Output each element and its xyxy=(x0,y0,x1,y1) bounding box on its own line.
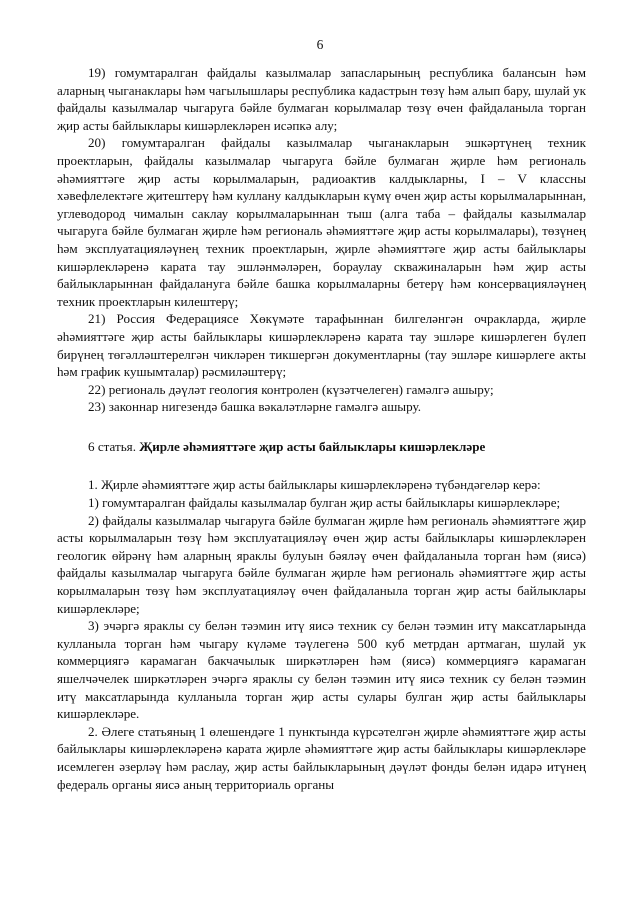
article-number: 6 статья. xyxy=(88,438,136,454)
document-body xyxy=(57,64,586,793)
article-part-1: 1. Җирле әһәмияттәге җир асты байлыклары кишәрлекләренә түбәндәгеләр керә: xyxy=(88,477,541,493)
list-item-23: 23) законнар нигезендә башка вәкаләтләрне гамәлгә ашыру. xyxy=(88,399,421,415)
list-item-20: 20) гомумтаралган файдалы казылмалар чыганакларын эшкәртүнең техник проектларын, файдалы казылмалар чыгаруга бәйле булмаган җирле һәм региональ әһәмияттәге җир асты корылмаларын, радиоактив калдыкларны, I – V классны хәвефлелектәге җитештерү һәм куллану калдыкларын күмү өчен җир асты корылмаларыннан, углеводород чималын саклау корылмаларыннан тыш (алга таба – файдалы казылмалар чыгаруга бәйле булмаган җирле һәм региональ әһәмияттәге җир асты корылмалары), төзүнең һәм эксплуатацияләүнең техник проектларын, җирле әһәмияттәге җир асты байлыклары кишәрлекләренә карата тау эшләнмәләрен, бораулау скважиналарын һәм җир асты байлыкларыннан файдалануга бәйле башка корылмаларны бетерү һәм консервацияләүнең техник проектларын килештерү; xyxy=(57,135,586,309)
list-item-19: 19) гомумтаралган файдалы казылмалар запасларының республика балансын һәм аларның чыганаклары һәм чагылышлары республика кадастрын төзү һәм алып бару, шулай ук файдалы казылмалар чыгаруга бәйле булмаган корылмалар төзү өчен файдаланыла торган җир асты байлыклары кишәрлекләрен исәпкә алу; xyxy=(57,65,586,133)
article-part-2: 2. Әлеге статьяның 1 өлешендәге 1 пунктында күрсәтелгән җирле әһәмияттәге җир асты байлыклары кишәрлекләренә карата җирле әһәмияттәге җир асты байлыклары кишәрлекләре исемлеген әзерләү һәм раслау, җир асты байлыкларының дәүләт фонды белән идарә итүнең федераль органы яисә аның территориаль органы xyxy=(57,723,586,792)
article-point-3: 3) эчәргә яраклы су белән тәэмин итү яисә техник су белән тәэмин итү максатларында кулланыла торган һәм чыгару күләме тәүлегенә 500 куб метрдан артмаган, шулай ук коммерциягә карамаган бакчачылык ширкәтләрен һәм (яисә) коммерциягә карамаган яшелчәчелек ширкәтләрен эчәргә яраклы су белән тәэмин итү яисә техник су белән тәэмин итү максатларында кулланыла торган җир асты сулары булган җир асты байлыклары кишәрлекләре. xyxy=(57,618,586,722)
article-heading xyxy=(57,438,586,456)
list-item-22: 22) региональ дәүләт геология контролен (күзәтчелеген) гамәлгә ашыру; xyxy=(88,381,494,397)
article-point-1: 1) гомумтаралган файдалы казылмалар булган җир асты байлыклары кишәрлекләре; xyxy=(88,495,561,511)
page-number: 6 xyxy=(316,37,324,52)
list-item-21: 21) Россия Федерациясе Хөкүмәте тарафыннан билгеләнгән очракларда, җирле әһәмияттәге җир асты байлыклары кишәрлекләренә карата тау эшләре кишәрлеген бүлеп бирүнең төгәлләштерелгән чикләрен тикшергән документларны (тау эшләре кишәрлеге акты һәм график кушымталар) рәсмиләштерү; xyxy=(57,311,586,380)
article-title: Җирле әһәмияттәге җир асты байлыклары кишәрлекләре xyxy=(139,438,486,454)
article-point-2: 2) файдалы казылмалар чыгаруга бәйле булмаган җирле һәм региональ әһәмияттәге җир асты корылмаларын төзү һәм эксплуатацияләү өчен җир асты байлыклары кишәрлекләрен геологик өйрәнү һәм аларның яраклы булуын бәяләү өчен файдаланыла торган һәм (яисә) файдалы казылмалар чыгаруга бәйле булмаган җирле һәм региональ әһәмияттәге җир асты корылмаларын төзү һәм эксплуатацияләү өчен файдаланыла торган җир асты байлыклары кишәрлекләре; xyxy=(57,512,586,616)
